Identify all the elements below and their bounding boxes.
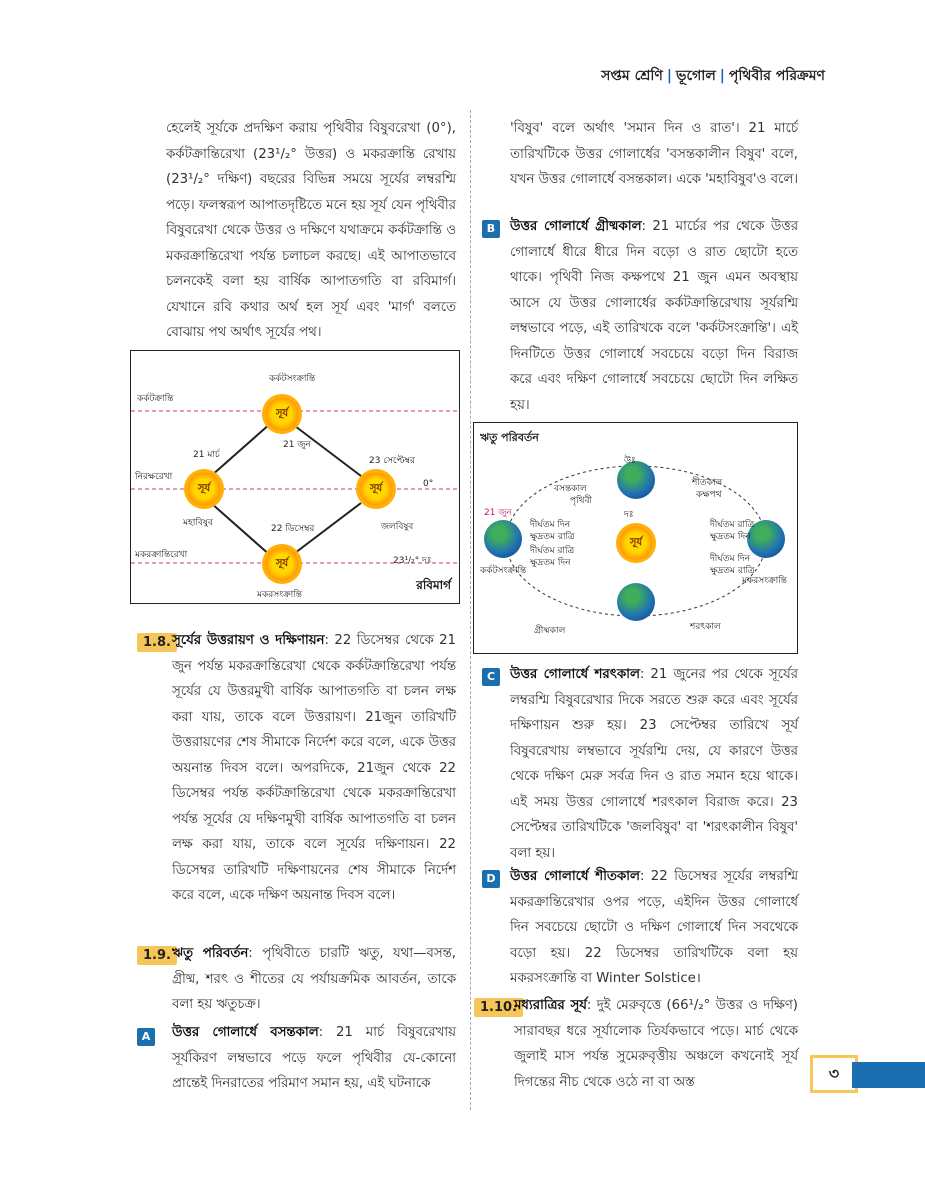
column-divider (470, 110, 471, 1110)
section-d-title: উত্তর গোলার্ধে শীতকাল (510, 869, 640, 884)
section-c-title: উত্তর গোলার্ধে শরৎকাল (510, 667, 640, 682)
section-a-title: উত্তর গোলার্ধে বসন্তকাল (172, 1025, 319, 1040)
header-separator: | (719, 68, 725, 84)
label-summer: গ্রীষ্মকাল (534, 626, 566, 636)
label-spring: বসন্তকাল (554, 484, 587, 494)
sun-march: সূর্য (187, 472, 221, 506)
section-b-title: উত্তর গোলার্ধে গ্রীষ্মকাল (510, 219, 642, 234)
section-c (510, 662, 798, 866)
ecliptic-figure (130, 350, 460, 604)
label-longest-night: দীর্ঘতম রাত্রি (530, 546, 575, 556)
label-longest-day-right: দীর্ঘতম দিন (710, 554, 751, 564)
label-mahabishub: মহাবিষুব (183, 518, 213, 528)
section-c-body: : 21 জুনের পর থেকে সূর্যের লম্বরশ্মি বিষুবরেখার দিকে সরতে শুরু করে এবং সূর্যের দক্ষিণায়ন শুরু হয়। 23 সেপ্টেম্বর তারিখে সূর্য বিষুবরেখায় লম্বভাবে সূর্যরশ্মি দেয়, যে কারণে উত্তর থেকে দক্ষিণ মেরু সর্বত্র দিন ও রাত সমান হয়ে থাকে। এই সময় উত্তর গোলার্ধে শরৎকাল বিরাজ করে। 23 সেপ্টেম্বর তারিখটিকে 'জলবিষুব' বা 'শরৎকালীন বিষুব' বলা হয়। (510, 667, 798, 861)
section-1-9-title: ঋতু পরিবর্তন (172, 946, 249, 961)
label-karkatkranti: কর্কটক্রান্তি (137, 394, 174, 404)
section-b (510, 214, 798, 418)
section-d (510, 864, 798, 992)
sun-december: সূর্য (265, 547, 299, 581)
section-1-8-body: : 22 ডিসেম্বর থেকে 21 জুন পর্যন্ত মকরক্রান্তিরেখা থেকে কর্কটক্রান্তিরেখা পর্যন্ত সূর্যের যে উত্তরমুখী বার্ষিক আপাতগতি বা চলন লক্ষ করা যায়, তাকে বলে উত্তরায়ণ। 21জুন তারিখটি উত্তরায়ণের শেষ সীমাকে নির্দেশ করে বলে, একে উত্তর অয়নান্ত দিবস বলে। অপরদিকে, 21জুন থেকে 22 ডিসেম্বর পর্যন্ত কর্কটক্রান্তিরেখা থেকে মকরক্রান্তিরেখা পর্যন্ত সূর্যের যে দক্ষিণমুখী বার্ষিক আপাতগতি বা চলন লক্ষ করা যায়, তাকে বলে সূর্যের দক্ষিণায়ন। 22 ডিসেম্বর তারিখটি দক্ষিণায়নের শেষ সীমাকে নির্দেশ করে বলে, একে দক্ষিণ অয়নান্ত দিবস বলে। (172, 633, 456, 903)
section-number-1-10: 1.10. (474, 998, 523, 1017)
season-figure-title: ঋতু পরিবর্তন (480, 431, 539, 444)
section-b-body: : 21 মার্চের পর থেকে উত্তর গোলার্ধে ধীরে ধীরে দিন বড়ো ও রাত ছোটো হতে থাকে। পৃথিবী নিজ কক্ষপথে 21 জুন এমন অবস্থায় আসে যে উত্তর গোলার্ধের কর্কটক্রান্তিরেখায় সূর্যরশ্মি লম্বভাবে পড়ে, এই তারিখকে বলে 'কর্কটসংক্রান্তি'। এই দিনটিতে উত্তর গোলার্ধে সবচেয়ে বড়ো দিন বিরাজ করে এবং দক্ষিণ গোলার্ধে সবচেয়ে ছোটো দিন লক্ষিত হয়। (510, 219, 799, 413)
right-intro (510, 116, 798, 193)
badge-a: A (137, 1028, 155, 1046)
section-a-body: : 21 মার্চ বিষুবরেখায় সূর্যকিরণ লম্বভাবে পড়ে ফলে পৃথিবীর যে-কোনো প্রান্তেই দিনরাতের পরিমাণ সমান হয়, এই ঘটনাকে (172, 1025, 456, 1091)
label-latitude: 23¹/₂° দঃ (393, 556, 432, 566)
label-longest-night-right: দীর্ঘতম রাত্রি (710, 520, 755, 530)
label-karkat-sankranti: কর্কটসংক্রান্তি (269, 374, 316, 384)
label-shortest-night: ক্ষুদ্রতম রাত্রি (530, 532, 575, 542)
section-1-10-body: : দুই মেরুবৃত্তে (66¹/₂° উত্তর ও দক্ষিণ) সারাবছর ধরে সূর্যালোক তির্যকভাবে পড়ে। মার্চ থেকে জুলাই মাস পর্যন্ত সুমেরুবৃত্তীয় অঞ্চলে কখনোই সূর্য দিগন্তের নীচ থেকে ওঠে না বা অস্ত (514, 998, 798, 1090)
season-figure (473, 422, 798, 654)
label-equator: নিরক্ষরেখা (135, 472, 173, 482)
label-orbit: কক্ষপথ (696, 490, 722, 500)
label-sept23: 23 সেপ্টেম্বর (369, 456, 415, 466)
label-shortest-day-right: ক্ষুদ্রতম দিন (710, 532, 751, 542)
earth-march (617, 461, 655, 499)
header-class: সপ্তম শ্রেণি (601, 68, 663, 84)
label-autumn: শরৎকাল (690, 622, 721, 632)
label-dec22: 22 ডিসেম্বর (271, 524, 315, 534)
section-1-8 (172, 628, 456, 909)
badge-d: D (482, 870, 500, 888)
sun-september: সূর্য (359, 472, 393, 506)
label-north: উঃ (624, 456, 636, 466)
section-a (172, 1020, 456, 1097)
section-number-1-8: 1.8. (137, 633, 177, 652)
label-june21: 21 জুন (484, 508, 512, 518)
arrow-dec-march (211, 503, 271, 556)
sun-june: সূর্য (265, 397, 299, 431)
arrow-march-june (211, 423, 271, 476)
section-1-10 (514, 993, 798, 1095)
badge-c: C (482, 668, 500, 686)
central-sun: সূর্য (619, 526, 653, 560)
label-shortest-night-right: ক্ষুদ্রতম রাত্রি (710, 566, 755, 576)
section-1-8-title: সূর্যের উত্তরায়ণ ও দক্ষিণায়ন (172, 633, 325, 648)
header-separator: | (666, 68, 673, 84)
figure-title: রবিমার্গ (416, 578, 451, 592)
section-1-10-title: মধ্যরাত্রির সূর্য (514, 998, 587, 1013)
label-longest-day: দীর্ঘতম দিন (530, 520, 571, 530)
header-chapter: পৃথিবীর পরিক্রমণ (728, 68, 825, 84)
section-1-9-body: : পৃথিবীতে চারটি ঋতু, যথা—বসন্ত, গ্রীষ্ম, শরৎ ও শীতের যে পর্যায়ক্রমিক আবর্তন, তাকে বলা হয় ঋতুচক্র। (172, 946, 456, 1012)
section-number-1-9: 1.9. (137, 946, 177, 965)
label-makar: মকরসংক্রান্তি (742, 576, 787, 586)
running-header (601, 64, 825, 88)
right-intro-text: 'বিষুব' বলে অর্থাৎ 'সমান দিন ও রাত'। 21 মার্চে তারিখটিকে উত্তর গোলার্ধের 'বসন্তকালীন বিষুব' বলে, যখন উত্তর গোলার্ধে বসন্তকাল। একে 'মহাবিষুব'ও বলে। (510, 121, 798, 187)
page-number: ৩ (810, 1055, 858, 1093)
section-1-9 (172, 941, 456, 1018)
label-makarkranti: মকরক্রান্তিরেখা (135, 550, 188, 560)
label-makar-sankranti: মকরসংক্রান্তি (257, 590, 302, 600)
label-shortest-day: ক্ষুদ্রতম দিন (530, 558, 571, 568)
label-south: দঃ (624, 510, 634, 520)
label-jalabishub: জলবিষুব (381, 522, 414, 532)
left-intro-text: হেলেই সূর্যকে প্রদক্ষিণ করায় পৃথিবীর বিষুবরেখা (0°), কর্কটক্রান্তিরেখা (23¹/₂° উত্তর) ও মকরক্রান্তি রেখায় (23¹/₂° দক্ষিণ) বছরের বিভিন্ন সময়ে সূর্যের লম্বরশ্মি পড়ে। ফলস্বরূপ আপাতদৃষ্টিতে মনে হয় সূর্য যেন পৃথিবীর বিষুবরেখা থেকে উত্তর ও দক্ষিণে যথাক্রমে কর্কটক্রান্তি ও মকরক্রান্তিরেখা পর্যন্ত চলাচল করছে। এই আপাতভাবে চলনকেই বলা হয় বার্ষিক আপাতগতি বা রবিমার্গ। যেখানে রবি কথার অর্থ হল সূর্য এবং 'মার্গ' বলতে বোঝায় পথ অর্থাৎ সূর্যের পথ। (166, 121, 456, 340)
left-intro (166, 116, 456, 346)
section-d-body: : 22 ডিসেম্বর সূর্যের লম্বরশ্মি মকরক্রান্তিরেখার ওপর পড়ে, এইদিন উত্তর গোলার্ধে দিন সবচেয়ে ছোটো ও দক্ষিণ গোলার্ধে দিন সবথেকে বড়ো হয়। 22 ডিসেম্বর তারিখটিকে বলা হয় মকরসংক্রান্তি বা Winter Solstice। (510, 869, 798, 986)
page-bar (852, 1062, 925, 1088)
label-june21: 21 জুন (283, 440, 311, 450)
header-subject: ভূগোল (676, 68, 716, 84)
label-earth: পৃথিবী (570, 496, 593, 506)
earth-september (617, 583, 655, 621)
label-zero-degree: 0° (423, 479, 434, 489)
badge-b: B (482, 220, 500, 238)
label-karkat: কর্কটসংক্রান্তি (480, 566, 527, 576)
label-march21: 21 মার্চ (193, 450, 220, 460)
label-winter: শীতকাল (692, 478, 723, 488)
earth-june (484, 520, 522, 558)
